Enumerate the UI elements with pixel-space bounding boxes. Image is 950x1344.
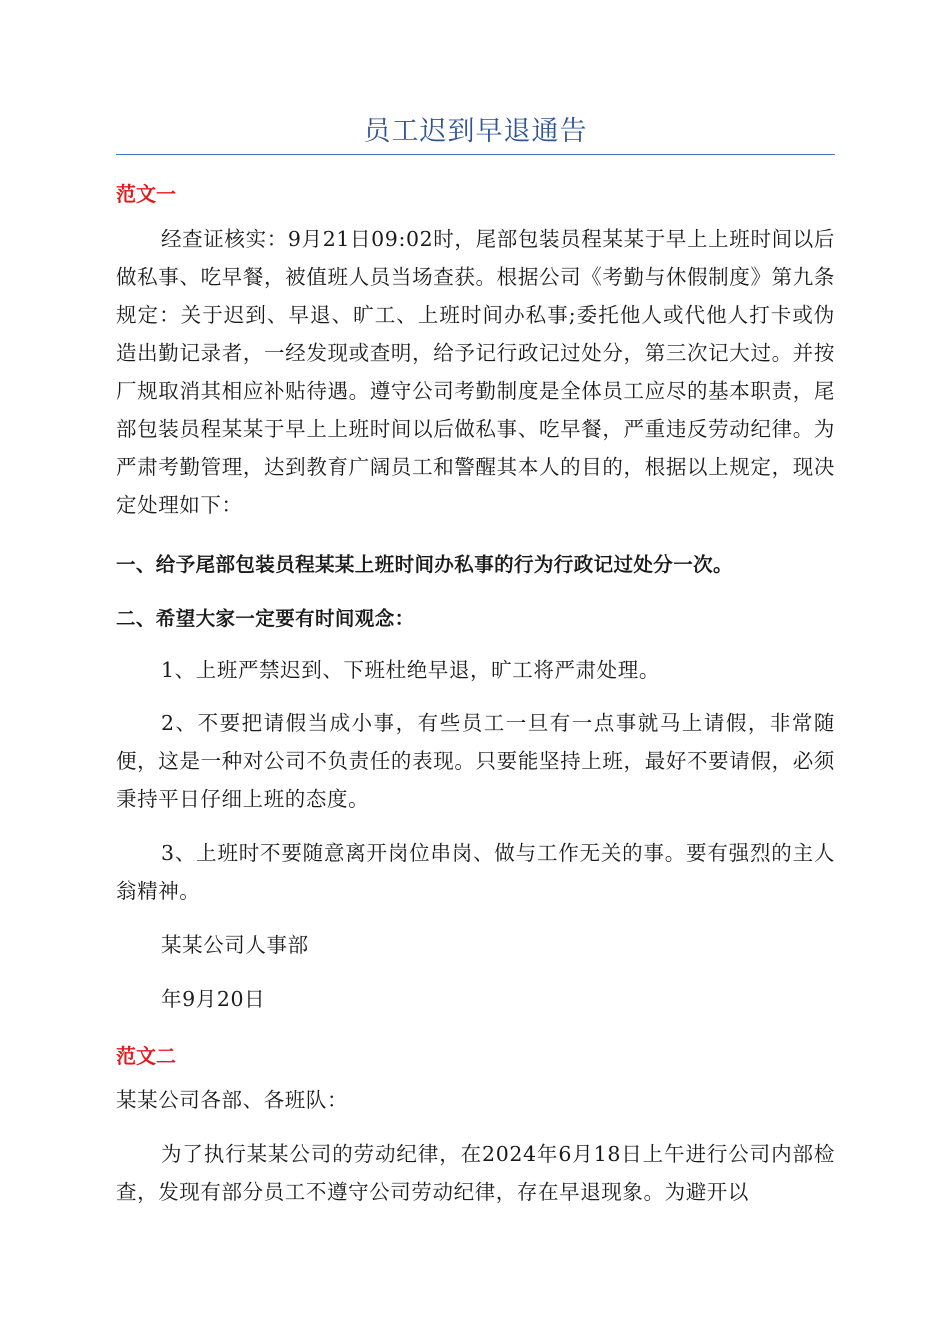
rule-item-1: 1、上班严禁迟到、下班杜绝早退，旷工将严肃处理。 [161, 658, 660, 682]
decision-item-2: 二、希望大家一定要有时间观念： [116, 607, 415, 630]
title-underline [116, 154, 835, 155]
section2-salutation: 某某公司各部、各班队： [116, 1088, 349, 1112]
decision-item-1: 一、给予尾部包装员程某某上班时间办私事的行为行政记过处分一次。 [116, 553, 733, 576]
rule-item-2: 2、不要把请假当成小事，有些员工一旦有一点事就马上请假，非常随便，这是一种对公司不负责任的表现。只要能坚持上班，最好不要请假，必须秉持平日仔细上班的态度。 [116, 711, 835, 811]
signature-department: 某某公司人事部 [161, 933, 309, 957]
section-heading-2: 范文二 [116, 1044, 176, 1068]
document-title: 员工迟到早退通告 [363, 116, 588, 147]
section-heading-1: 范文一 [116, 182, 176, 206]
section1-intro-paragraph: 经查证核实：9月21日09:02时，尾部包装员程某某于早上上班时间以后做私事、吃早餐，被值班人员当场查获。根据公司《考勤与休假制度》第九条规定：关于迟到、早退、旷工、上班时间办私事;委托他人或代他人打卡或伪造出勤记录者，一经发现或查明，给予记行政记过处分，第三次记大过。并按厂规取消其相应补贴待遇。遵守公司考勤制度是全体员工应尽的基本职责，尾部包装员程某某于早上上班时间以后做私事、吃早餐，严重违反劳动纪律。为严肃考勤管理，达到教育广阔员工和警醒其本人的目的，根据以上规定，现决定处理如下： [116, 227, 835, 517]
section2-intro-paragraph: 为了执行某某公司的劳动纪律，在2024年6月18日上午进行公司内部检查，发现有部分员工不遵守公司劳动纪律，存在早退现象。为避开以 [116, 1142, 835, 1204]
signature-date: 年9月20日 [161, 987, 266, 1011]
rule-item-3: 3、上班时不要随意离开岗位串岗、做与工作无关的事。要有强烈的主人翁精神。 [116, 841, 835, 903]
